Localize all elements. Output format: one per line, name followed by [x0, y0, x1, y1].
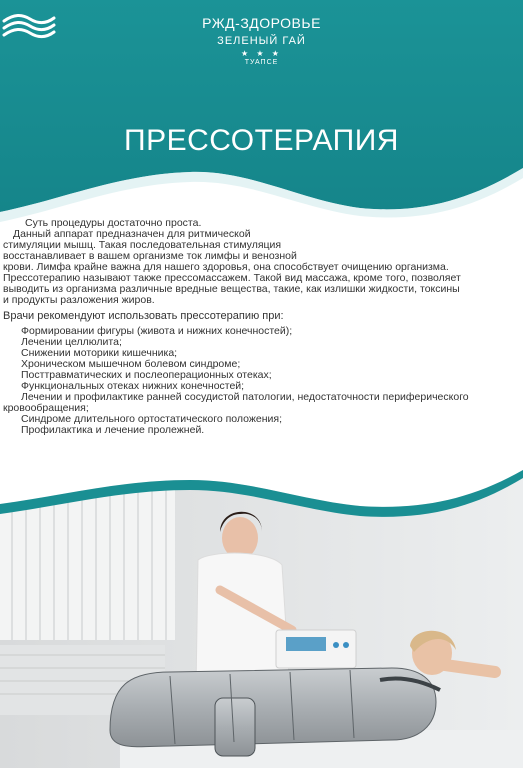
list-item: Снижении моторики кишечника;	[21, 347, 178, 359]
paragraph-line: выводить из организма различные вредные вещества, такие, как излишки жидкости, токсины	[3, 283, 460, 295]
recommend-intro: Врачи рекомендуют использовать прессотерапию при:	[3, 310, 284, 322]
brand-subtitle: ЗЕЛЕНЫЙ ГАЙ	[217, 35, 306, 47]
photo-illustration	[0, 440, 523, 768]
list-item: Синдроме длительного ортостатического положения;	[21, 413, 282, 425]
procedure-photo	[0, 440, 523, 768]
wave-logo-icon	[0, 12, 58, 42]
list-item: Хроническом мышечном болевом синдроме;	[21, 358, 241, 370]
list-item: Посттравматических и послеоперационных отеках;	[21, 369, 272, 381]
brand-name: РЖД-ЗДОРОВЬЕ	[202, 15, 321, 31]
paragraph-line: и продукты разложения жиров.	[3, 294, 155, 306]
list-item: Формировании фигуры (живота и нижних конечностей);	[21, 325, 293, 337]
indications-list	[3, 326, 515, 436]
paragraph-line: Прессотерапию называют также прессомассажем. Такой вид массажа, кроме того, позволяет	[3, 272, 461, 284]
main-text	[3, 218, 515, 436]
paragraph-line: восстанавливает в вашем организме ток лимфы и венозной	[3, 250, 297, 262]
paragraph-line: Данный аппарат предназначен для ритмической	[13, 228, 251, 240]
list-item: Функциональных отеках нижних конечностей;	[21, 380, 245, 392]
list-item: кровообращения;	[3, 402, 89, 414]
header-banner	[0, 0, 523, 230]
list-item: Лечении и профилактике ранней сосудистой патологии, недостаточности периферического	[21, 391, 469, 403]
paragraph-line: крови. Лимфа крайне важна для нашего здоровья, она способствует очищению организма.	[3, 261, 449, 273]
star-rating: ★ ★ ★	[241, 49, 282, 58]
paragraph-line: стимуляции мышц. Такая последовательная стимуляция	[3, 239, 282, 251]
logo	[0, 12, 523, 66]
lead-text: Суть процедуры достаточно проста.	[25, 217, 202, 229]
brand-city: ТУАПСЕ	[244, 59, 279, 66]
list-item: Лечении целлюлита;	[21, 336, 122, 348]
page-title: ПРЕССОТЕРАПИЯ	[124, 124, 399, 157]
list-item: Профилактика и лечение пролежней.	[21, 424, 205, 436]
